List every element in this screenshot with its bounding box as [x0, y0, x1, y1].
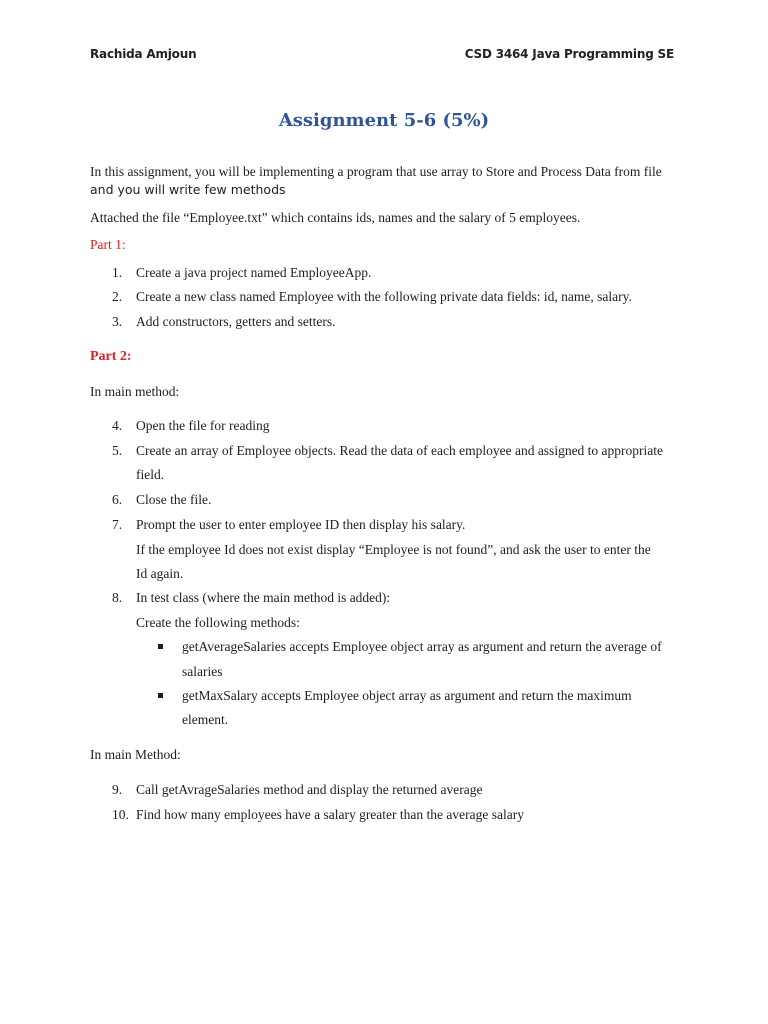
list-item-text: Find how many employees have a salary greater than the average salary: [136, 807, 524, 822]
list-item-number: 4.: [112, 418, 123, 433]
list-item-text: Add constructors, getters and setters.: [136, 314, 336, 329]
list-item-text: Close the file.: [136, 492, 212, 507]
header-course: CSD 3464 Java Programming SE: [464, 47, 674, 61]
intro-line-1: In this assignment, you will be implementing a program that use array to Store and Process Data from file: [90, 164, 662, 179]
list-item-number: 8.: [112, 590, 123, 605]
intro-line-2: and you will write few methods: [90, 182, 286, 197]
intro-attached: Attached the file “Employee.txt” which contains ids, names and the salary of 5 employees.: [90, 210, 581, 225]
list-item-text: Create an array of Employee objects. Read the data of each employee and assigned to appropriate: [136, 443, 664, 458]
list-item-number: 7.: [112, 517, 123, 532]
square-bullet-icon: [158, 644, 163, 649]
page-title: Assignment 5-6 (5%): [278, 110, 490, 131]
part1-heading: Part 1:: [90, 237, 126, 252]
list-item-text: Call getAvrageSalaries method and display the returned average: [136, 782, 483, 797]
bullet-text: element.: [182, 712, 229, 727]
list-item-continuation: field.: [136, 467, 165, 482]
list-item-text: Create a new class named Employee with the following private data fields: id, name, salary.: [136, 289, 632, 304]
list-item-continuation: Create the following methods:: [136, 615, 300, 630]
list-item-number: 5.: [112, 443, 123, 458]
main-method-label-2: In main Method:: [90, 747, 181, 762]
list-item-continuation: Id again.: [136, 566, 184, 581]
list-item-number: 6.: [112, 492, 123, 507]
list-item-text: Prompt the user to enter employee ID then display his salary.: [136, 517, 466, 532]
list-item-number: 3.: [112, 314, 123, 329]
main-method-label: In main method:: [90, 384, 180, 399]
list-item-text: In test class (where the main method is added):: [136, 590, 391, 605]
list-item-number: 1.: [112, 265, 123, 280]
bullet-text: salaries: [182, 664, 223, 679]
header-author: Rachida Amjoun: [90, 47, 197, 61]
list-item-continuation: If the employee Id does not exist display “Employee is not found”, and ask the user to enter the: [136, 542, 651, 557]
list-item-number: 10.: [112, 807, 129, 822]
list-item-text: Create a java project named EmployeeApp.: [136, 265, 372, 280]
bullet-text: getMaxSalary accepts Employee object array as argument and return the maximum: [182, 688, 632, 703]
part2-heading: Part 2:: [90, 349, 132, 364]
list-item-number: 2.: [112, 289, 123, 304]
list-item-text: Open the file for reading: [136, 418, 270, 433]
list-item-number: 9.: [112, 782, 123, 797]
bullet-text: getAverageSalaries accepts Employee object array as argument and return the average of: [182, 639, 662, 654]
square-bullet-icon: [158, 693, 163, 698]
